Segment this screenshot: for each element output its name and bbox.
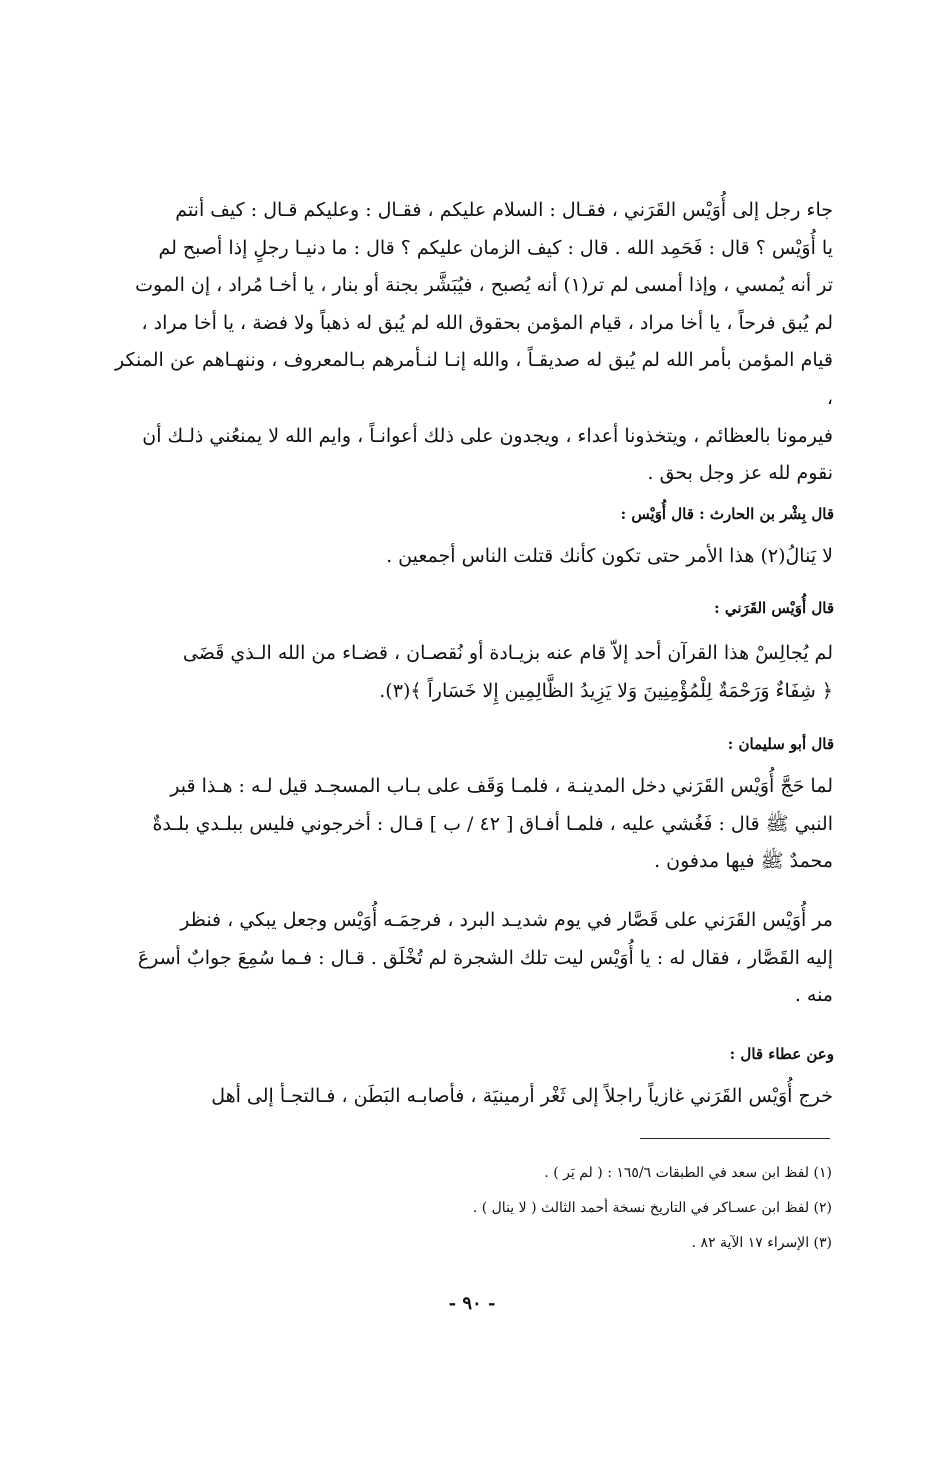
paragraph-quran xyxy=(115,635,833,710)
paragraph-armenia xyxy=(115,1078,833,1116)
text-line: مر أُوَيْس القَرَني على قَصَّار في يوم شديـد البرد ، فرحِمَـه أُوَيْس وجعل يبكي ، فنظر xyxy=(180,909,833,931)
paragraph-medina xyxy=(115,768,833,881)
text-line: قيام المؤمن بأمر الله لم يُبق له صديقـاً ، والله إنـا لنـأمرهم بـالمعروف ، وننهـاهم عن المنكر ، xyxy=(115,349,833,409)
paragraph-qassar xyxy=(115,902,833,1015)
text-line: جاء رجل إلى أُوَيْس القَرَني ، فقـال : السلام عليكم ، فقـال : وعليكم قـال : كيف أنتم xyxy=(175,199,833,221)
text-line: نقوم لله عز وجل بحق . xyxy=(647,462,833,485)
section-heading: قال أُوَيْس القَرَني : xyxy=(714,599,834,617)
page-number: - ٩٠ - xyxy=(448,1293,496,1314)
text-line: منه . xyxy=(794,984,833,1007)
paragraph-conversation xyxy=(115,192,833,493)
footnote: (٣) الإسراء ١٧ الآية ٨٢ . xyxy=(691,1235,832,1251)
text-line: النبي ﷺ قال : فَغُشي عليه ، فلمـا أفـاق [ ٤٢ / ب ] قـال : أخرجوني فليس ببلـدي بلـدةٌ xyxy=(152,812,833,835)
text-line: محمدٌ ﷺ فيها مدفون . xyxy=(654,850,833,873)
footnote-divider xyxy=(640,1138,830,1139)
section-heading: قال أبو سليمان : xyxy=(727,735,834,753)
text-line: لا يَنالُ(٢) هذا الأمر حتى تكون كأنك قتلت الناس أجمعين . xyxy=(386,545,833,567)
text-line: تر أنه يُمسي ، وإذا أمسى لم تر(١) أنه يُصبح ، فيُبَشَّر بجنة أو بنار ، يا أخـا مُراد ، إن الموت xyxy=(135,274,833,297)
text-line: لم يُجالِسْ هذا القرآن أحد إلاّ قام عنه بزيـادة أو نُقصـان ، قضـاء من الله الـذي قَضَى xyxy=(182,642,833,664)
footnote: (١) لفظ ابن سعد في الطبقات ١٦٥/٦ : ( لم يَر ) . xyxy=(544,1165,832,1181)
footnote: (٢) لفظ ابن عسـاكر في التاريخ نسخة أحمد الثالث ( لا ينال ) . xyxy=(472,1200,832,1216)
text-line: يا أُوَيْس ؟ قال : فَحَمِد الله . قال : كيف الزمان عليكم ؟ قال : ما دنيـا رجلٍ إذا أصبح لم xyxy=(158,236,833,259)
text-line: خرج أُوَيْس القَرَني غازياً راجلاً إلى ثَغْر أرمينيَة ، فأصابـه البَطَن ، فـالتجـأ إلى أهل xyxy=(211,1085,833,1107)
text-line: ﴿ شِفَاءٌ وَرَحْمَةٌ لِلْمُؤْمِنِينَ وَلا يَزِيدُ الظَّالِمِين إِلا خَسَاراً ﴾(٣). xyxy=(379,679,833,702)
text-line: إليه القَصَّار ، فقال له : يا أُوَيْس ليت تلك الشجرة لم تُخْلَق . قـال : فـما سُمِعَ جوابٌ أسرعَ xyxy=(137,946,833,969)
section-heading: قال بِشْر بن الحارث : قال أُوَيْس : xyxy=(620,505,834,523)
paragraph-quote xyxy=(115,538,833,576)
text-line: فيرمونا بالعظائم ، ويتخذونا أعداء ، ويجدون على ذلك أعوانـاً ، وايم الله لا يمنعُني ذلـك أن xyxy=(142,424,833,447)
text-line: لما حَجَّ أُوَيْس القَرَني دخل المدينـة ، فلمـا وَقَف على بـاب المسجـد قيل لـه : هـذا قبر xyxy=(170,775,833,797)
text-line: لم يُبق فرحاً ، يا أخا مراد ، قيام المؤمن بحقوق الله لم يُبق له ذهباً ولا فضة ، يا أخا مراد ، xyxy=(141,311,833,334)
section-heading: وعن عطاء قال : xyxy=(729,1045,834,1063)
